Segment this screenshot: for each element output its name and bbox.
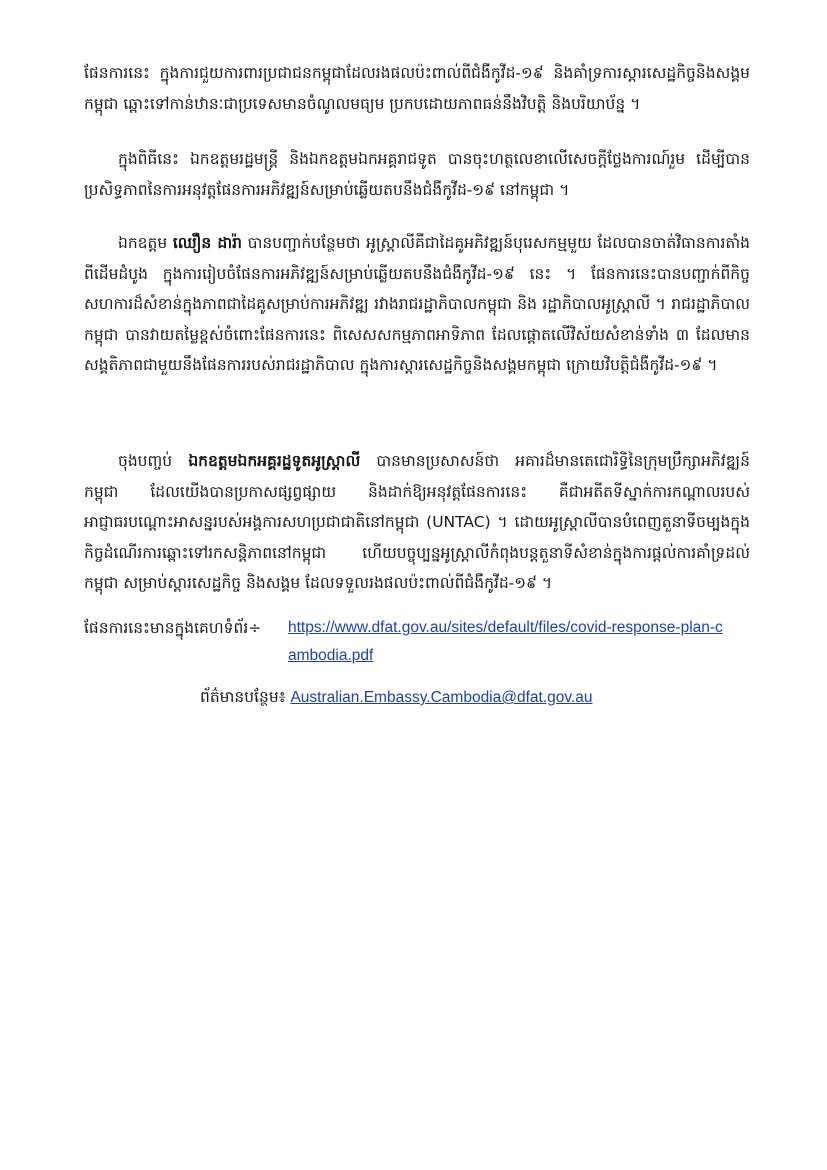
- paragraph-minister-lead: ឯកឧត្តម: [118, 234, 168, 252]
- paragraph-minister-remarks: [84, 228, 750, 381]
- paragraph-minister-text: បានបញ្ជាក់បន្ថែមថា អូស្ត្រាលីគឺជាដៃគូអភិវឌ្ឍន៍បុរេសកម្មមួយ ដែលបានចាត់វិធានការតាំងពីដើមដំបូង ក្នុងការរៀបចំផែនការអភិវឌ្ឍន៍សម្រាប់ឆ្លើយតបនឹងជំងឺកូវីដ-១៩ នេះ ។ ផែនការនេះបានបញ្ជាក់ពីកិច្ចសហការដ៏សំខាន់ក្នុងភាពជាដៃគូសម្រាប់ការអភិវឌ្ឍ រវាងរាជរដ្ឋាភិបាលកម្ពុជា និង រដ្ឋាភិបាលអូស្ត្រាលី ។ រាជរដ្ឋាភិបាលកម្ពុជា បានវាយតម្លៃខ្ពស់ចំពោះផែនការនេះ ពិសេសសកម្មភាពអាទិភាព ដែលផ្តោតលើវិស័យសំខាន់ទាំង ៣ ដែលមានសង្គតិភាពជាមួយនឹងផែនការរបស់រាជរដ្ឋាភិបាល ក្នុងការស្តារសេដ្ឋកិច្ចនិងសង្គមកម្ពុជា ក្រោយវិបត្តិជំងឺកូវីដ-១៩ ។: [84, 234, 751, 374]
- plan-link[interactable]: https://www.dfat.gov.au/sites/default/files/covid-response-plan-cambodia.pdf: [288, 619, 723, 664]
- ambassador-title: ឯកឧត្តមឯកអគ្គរដ្ឋទូតអូស្ត្រាលី: [188, 452, 361, 470]
- paragraph-ambassador-text: បានមានប្រសាសន៍ថា អគារដ៏មានតេជោរិទ្ធិនៃក្រុមប្រឹក្សាអភិវឌ្ឍន៍កម្ពុជា ដែលយើងបានប្រកាសផ្សព្វផ្សាយ និងដាក់ឱ្យអនុវត្តផែនការនេះ គឺជាអតីតទីស្នាក់ការកណ្តាលរបស់អាជ្ញាធរបណ្តោះអាសន្នរបស់អង្គការសហប្រជាជាតិនៅកម្ពុជា (UNTAC) ។ ដោយអូស្ត្រាលីបានបំពេញតួនាទីចម្បងក្នុងកិច្ចដំណើរការឆ្ពោះទៅរកសន្តិភាពនៅកម្ពុជា ហើយបច្ចុប្បន្នអូស្ត្រាលីកំពុងបន្តតួនាទីសំខាន់ក្នុងការផ្តល់ការគាំទ្រដល់កម្ពុជា សម្រាប់ស្តារសេដ្ឋកិច្ច និងសង្គម ដែលទទួលរងផលប៉ះពាល់ពីជំងឺកូវីដ-១៩ ។: [84, 452, 750, 592]
- minister-name: ឈឿន ដារ៉ា: [172, 234, 242, 252]
- paragraph-ambassador-lead: ចុងបញ្ចប់: [118, 452, 173, 470]
- contact-email-link[interactable]: Australian.Embassy.Cambodia@dfat.gov.au: [290, 689, 593, 706]
- paragraph-ambassador-remarks: [84, 446, 750, 599]
- paragraph-signing-ceremony-text: ក្នុងពិធីនេះ ឯកឧត្តមរដ្ឋមន្ត្រី និងឯកឧត្តមឯកអគ្គរាជទូត បានចុះហត្ថលេខាលើសេចក្តីថ្លែងការណ៍រួម ដើម្បីបានប្រសិទ្ធភាពនៃការអនុវត្តផែនការអភិវឌ្ឍន៍សម្រាប់ឆ្លើយតបនឹងជំងឺកូវីដ-១៩ នៅកម្ពុជា ។: [84, 150, 750, 199]
- plan-link-label: ផែនការនេះមានក្នុងគេហទំព័រ÷: [84, 619, 262, 637]
- contact-row: [200, 683, 593, 712]
- paragraph-plan-purpose-text: ផែនការនេះ ក្នុងការជួយការពារប្រជាជនកម្ពុជាដែលរងផលប៉ះពាល់ពីជំងឺកូវីដ-១៩ និងគាំទ្រការស្តារសេដ្ឋកិច្ចនិងសង្គមកម្ពុជា ឆ្ពោះទៅកាន់ឋានៈជាប្រទេសមានចំណូលមធ្យម ប្រកបដោយភាពធន់នឹងវិបត្តិ និងបរិយាប័ន្ន ។: [84, 64, 750, 113]
- paragraph-signing-ceremony: [84, 144, 750, 205]
- paragraph-plan-purpose: [84, 58, 750, 119]
- contact-label: ព័ត៌មានបន្ថែម៖: [200, 688, 286, 706]
